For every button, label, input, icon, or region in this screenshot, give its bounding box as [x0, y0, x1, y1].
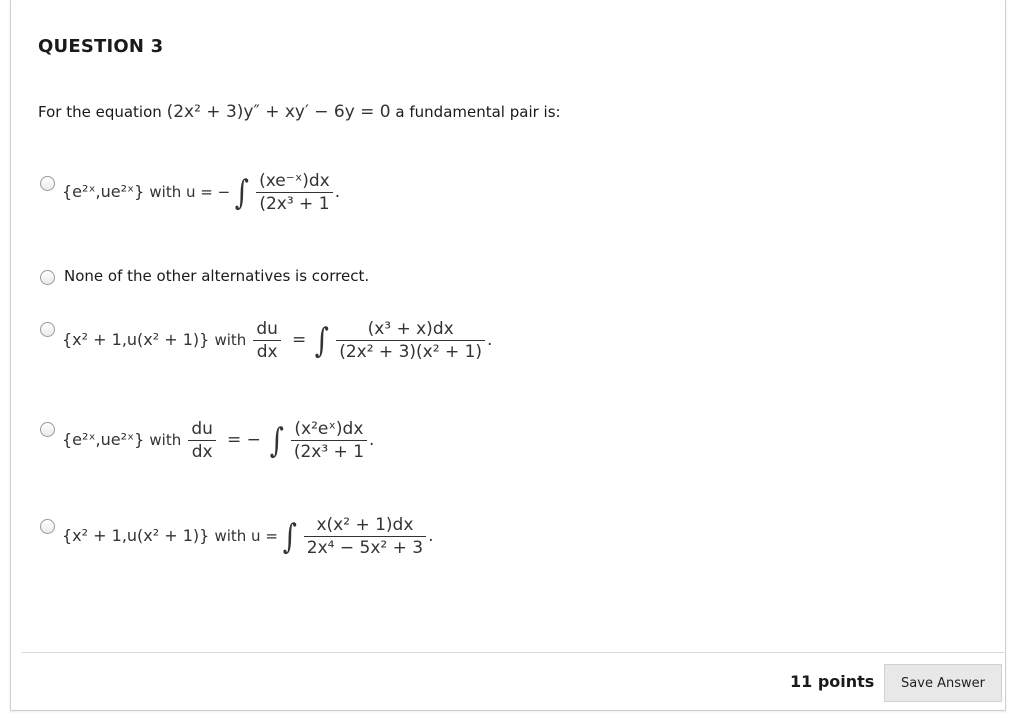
option-3-fraction	[336, 318, 485, 363]
option-3-dx: dx	[256, 342, 278, 362]
option-3-set: {x² + 1,u(x² + 1)}	[62, 330, 210, 349]
option-4-fraction	[291, 418, 367, 463]
integral-sign: ∫	[269, 420, 284, 461]
option-3-with: with	[214, 331, 247, 349]
option-4-denominator: (2x³ + 1	[293, 442, 365, 462]
option-4-derivative	[188, 418, 216, 463]
integral-sign: ∫	[315, 320, 330, 361]
option-5-numerator: x(x² + 1)dx	[304, 514, 426, 537]
points-label: 11 points	[790, 672, 875, 691]
option-4-numerator: (x²eˣ)dx	[291, 418, 367, 441]
option-4-dx: dx	[191, 442, 213, 462]
option-1-denominator: (2x³ + 1	[259, 194, 330, 214]
save-answer-button[interactable]: Save Answer	[884, 664, 1002, 702]
option-4-formula[interactable]	[62, 418, 374, 463]
option-2-text[interactable]: None of the other alternatives is correct.	[64, 267, 370, 285]
prompt-text-pre: For the equation	[38, 103, 162, 121]
integral-sign: ∫	[235, 172, 250, 213]
option-2-radio[interactable]	[40, 270, 55, 285]
option-1-numerator: (xe⁻ˣ)dx	[256, 170, 333, 193]
option-5-formula[interactable]	[62, 514, 434, 559]
option-4-du: du	[188, 418, 216, 441]
option-3-denominator: (2x² + 3)(x² + 1)	[339, 342, 483, 362]
option-4-set: {e²ˣ,ue²ˣ}	[62, 430, 145, 449]
option-5-radio[interactable]	[40, 519, 55, 534]
prompt-equation: (2x² + 3)y″ + xy′ − 6y = 0	[166, 102, 391, 122]
prompt-text-post: a fundamental pair is:	[395, 103, 561, 121]
option-3-numerator: (x³ + x)dx	[336, 318, 485, 341]
option-1-tail: .	[334, 182, 341, 202]
option-5-denominator: 2x⁴ − 5x² + 3	[306, 538, 424, 558]
option-4-equals: = −	[227, 430, 261, 450]
option-5-with: with u =	[214, 527, 278, 545]
question-prompt	[38, 102, 561, 122]
option-4-with: with	[149, 431, 182, 449]
option-4-tail: .	[369, 430, 375, 450]
integral-sign: ∫	[282, 516, 297, 557]
option-3-du: du	[253, 318, 281, 341]
option-1-radio[interactable]	[40, 176, 55, 191]
option-3-derivative	[253, 318, 281, 363]
option-5-set: {x² + 1,u(x² + 1)}	[62, 526, 210, 545]
option-5-fraction	[304, 514, 426, 559]
option-1-formula[interactable]	[62, 170, 340, 215]
option-3-formula[interactable]	[62, 318, 492, 363]
option-5-tail: .	[428, 526, 434, 546]
option-1-set: {e²ˣ,ue²ˣ}	[62, 182, 145, 201]
option-4-radio[interactable]	[40, 422, 55, 437]
option-1-with: with u = −	[149, 183, 231, 201]
option-3-equals: =	[292, 330, 307, 350]
option-3-radio[interactable]	[40, 322, 55, 337]
question-title: QUESTION 3	[38, 36, 164, 57]
option-1-fraction	[256, 170, 333, 215]
option-3-tail: .	[487, 330, 493, 350]
footer-divider	[22, 652, 1004, 653]
